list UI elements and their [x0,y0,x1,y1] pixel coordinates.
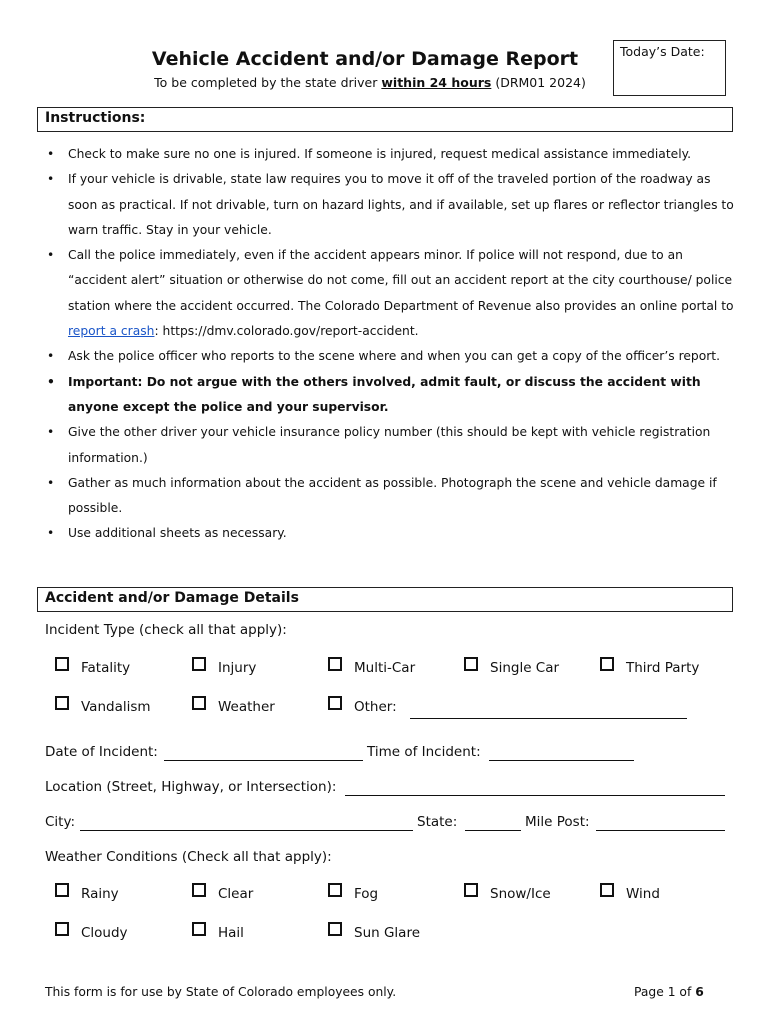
location-label: Location (Street, Highway, or Intersection): [45,779,337,795]
instruction-item: • Give the other driver your vehicle insurance policy number (this should be kept with vehicle registration information.) [45,420,735,471]
checkbox-square[interactable] [600,657,614,671]
checkbox-rainy[interactable] [55,883,195,907]
checkbox-label: Fog [354,886,379,902]
instructions-heading: Instructions: [37,107,733,132]
checkbox-label: Injury [218,660,257,676]
checkbox-square[interactable] [600,883,614,897]
checkbox-label: Third Party [626,660,700,676]
form-title: Vehicle Accident and/or Damage Report [151,48,579,70]
checkbox-label: Hail [218,925,244,941]
page-prefix: Page [634,985,668,999]
checkbox-label: Other: [354,699,397,715]
subtitle-code: (DRM01 2024) [491,75,586,90]
checkbox-clear[interactable] [192,883,332,907]
page-current: 1 [667,985,676,999]
time-of-incident-field[interactable] [489,760,634,761]
checkbox-label: Multi-Car [354,660,416,676]
checkbox-weather[interactable] [192,696,332,720]
checkbox-square[interactable] [328,883,342,897]
weather-conditions-label: Weather Conditions (Check all that apply): [45,849,332,865]
checkbox-square[interactable] [328,657,342,671]
checkbox-label: Fatality [81,660,131,676]
checkbox-label: Snow/Ice [490,886,551,902]
instruction-item: • If your vehicle is drivable, state law requires you to move it off of the traveled portion of the roadway as soon as practical. If not drivable, turn on hazard lights, and if available, set up flares or reflector triangles to warn traffic. Stay in your vehicle. [45,167,735,243]
checkbox-vandalism[interactable] [55,696,195,720]
checkbox-single-car[interactable] [464,657,604,681]
checkbox-hail[interactable] [192,922,332,946]
checkbox-label: Vandalism [81,699,151,715]
checkbox-other[interactable] [328,696,468,720]
checkbox-square[interactable] [55,657,69,671]
incident-type-label: Incident Type (check all that apply): [45,622,287,638]
checkbox-cloudy[interactable] [55,922,195,946]
checkbox-square[interactable] [55,696,69,710]
checkbox-square[interactable] [464,883,478,897]
checkbox-label: Cloudy [81,925,128,941]
page-number [634,985,704,999]
checkbox-square[interactable] [192,696,206,710]
time-of-incident-label: Time of Incident: [367,744,481,760]
report-crash-link[interactable]: report a crash [68,324,155,339]
subtitle-text: To be completed by the state driver [154,75,382,90]
checkbox-sun-glare[interactable] [328,922,468,946]
checkbox-square[interactable] [328,922,342,936]
checkbox-square[interactable] [55,883,69,897]
instruction-item-important: • Important: Do not argue with the others involved, admit fault, or discuss the accident with anyone except the police and your supervisor. [45,370,735,421]
checkbox-fatality[interactable] [55,657,195,681]
instruction-text: Call the police immediately, even if the accident appears minor. If police will not respond, due to an “accident alert” situation or otherwise do not come, fill out an accident report at the city courthouse/ police station where the accident occurred. The Colorado Department of Revenue also provides an online portal to [68,248,734,313]
mile-post-label: Mile Post: [525,814,590,830]
checkbox-label: Sun Glare [354,925,421,941]
checkbox-injury[interactable] [192,657,332,681]
state-field[interactable] [465,830,521,831]
instruction-item [45,243,735,344]
mile-post-field[interactable] [596,830,725,831]
checkbox-square[interactable] [464,657,478,671]
checkbox-square[interactable] [192,883,206,897]
todays-date-label: Today’s Date: [620,44,705,59]
checkbox-label: Clear [218,886,254,902]
checkbox-label: Single Car [490,660,560,676]
checkbox-label: Wind [626,886,660,902]
checkbox-snow-ice[interactable] [464,883,604,907]
checkbox-square[interactable] [55,922,69,936]
instruction-item: • Gather as much information about the accident as possible. Photograph the scene and vehicle damage if possible. [45,471,735,522]
location-field[interactable] [345,795,725,796]
instruction-item: • Ask the police officer who reports to the scene where and when you can get a copy of the officer’s report. [45,344,735,369]
city-label: City: [45,814,76,830]
city-field[interactable] [80,830,413,831]
checkbox-fog[interactable] [328,883,468,907]
date-of-incident-label: Date of Incident: [45,744,158,760]
checkbox-square[interactable] [328,696,342,710]
instruction-item: • Check to make sure no one is injured. If someone is injured, request medical assistance immediately. [45,142,735,167]
checkbox-multi-car[interactable] [328,657,468,681]
page-of: of [675,985,696,999]
instruction-item: • Use additional sheets as necessary. [45,521,735,546]
footer-note: This form is for use by State of Colorado employees only. [45,985,397,999]
other-input-line[interactable] [410,718,687,719]
details-heading: Accident and/or Damage Details [37,587,733,612]
state-label: State: [417,814,458,830]
checkbox-label: Weather [218,699,275,715]
todays-date-field[interactable] [613,40,726,96]
checkbox-third-party[interactable] [600,657,740,681]
checkbox-label: Rainy [81,886,119,902]
checkbox-square[interactable] [192,922,206,936]
page-total: 6 [695,985,704,999]
report-crash-url: : https://dmv.colorado.gov/report-accident. [154,324,419,339]
date-of-incident-field[interactable] [164,760,363,761]
instructions-list [45,142,735,547]
subtitle-deadline: within 24 hours [381,75,492,90]
checkbox-wind[interactable] [600,883,740,907]
checkbox-square[interactable] [192,657,206,671]
